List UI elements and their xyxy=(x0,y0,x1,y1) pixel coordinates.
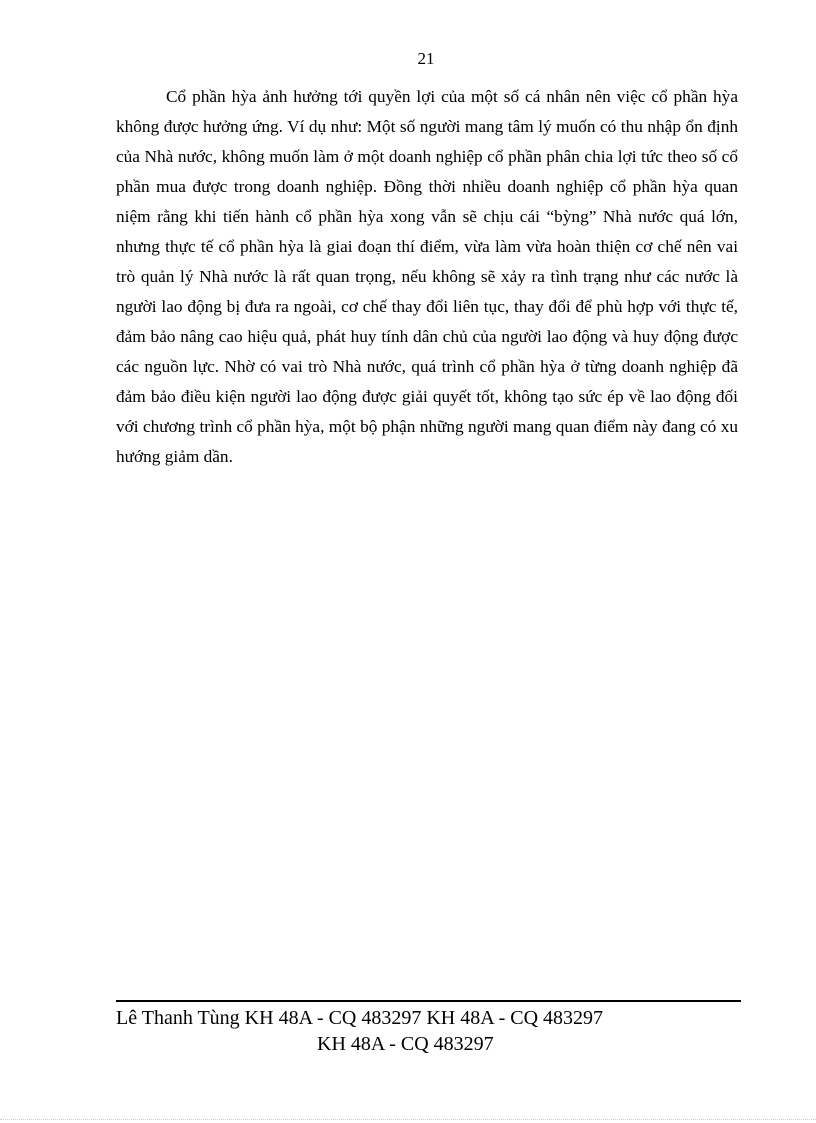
footer-divider xyxy=(116,1000,741,1002)
page-bottom-edge xyxy=(0,1119,816,1120)
body-paragraph: Cổ phần hỳa ảnh hưởng tới quyền lợi của một số cá nhân nên việc cổ phần hỳa không được hưởng ứng. Ví dụ như: Một số người mang tâm lý muốn có thu nhập ổn định của Nhà nước, không muốn làm ở một doanh nghiệp cổ phần phân chia lợi tức theo số cổ phần mua được trong doanh nghiệp. Đồng thời nhiều doanh nghiệp cổ phần hỳa quan niệm rằng khi tiến hành cổ phần hỳa xong vẫn sẽ chịu cái “bỳng” Nhà nước quá lớn, nhưng thực tế cổ phần hỳa là giai đoạn thí điểm, vừa làm vừa hoàn thiện cơ chế nên vai trò quản lý Nhà nước là rất quan trọng, nếu không sẽ xảy ra tình trạng như các nước là người lao động bị đưa ra ngoài, cơ chế thay đổi liên tục, thay đổi để phù hợp với thực tế, đảm bảo nâng cao hiệu quả, phát huy tính dân chủ của người lao động và huy động được các nguồn lực. Nhờ có vai trò Nhà nước, quá trình cổ phần hỳa ở từng doanh nghiệp đã đảm bảo điều kiện người lao động được giải quyết tốt, không tạo sức ép về lao động đối với chương trình cổ phần hỳa, một bộ phận những người mang quan điểm này đang có xu hướng giảm dần. xyxy=(116,87,738,466)
footer-line-1: Lê Thanh Tùng KH 48A - CQ 483297 KH 48A - CQ 483297 xyxy=(116,1007,604,1029)
footer-line-2: KH 48A - CQ 483297 xyxy=(317,1033,494,1055)
footer xyxy=(116,1005,716,1057)
page-number: 21 xyxy=(417,49,435,68)
